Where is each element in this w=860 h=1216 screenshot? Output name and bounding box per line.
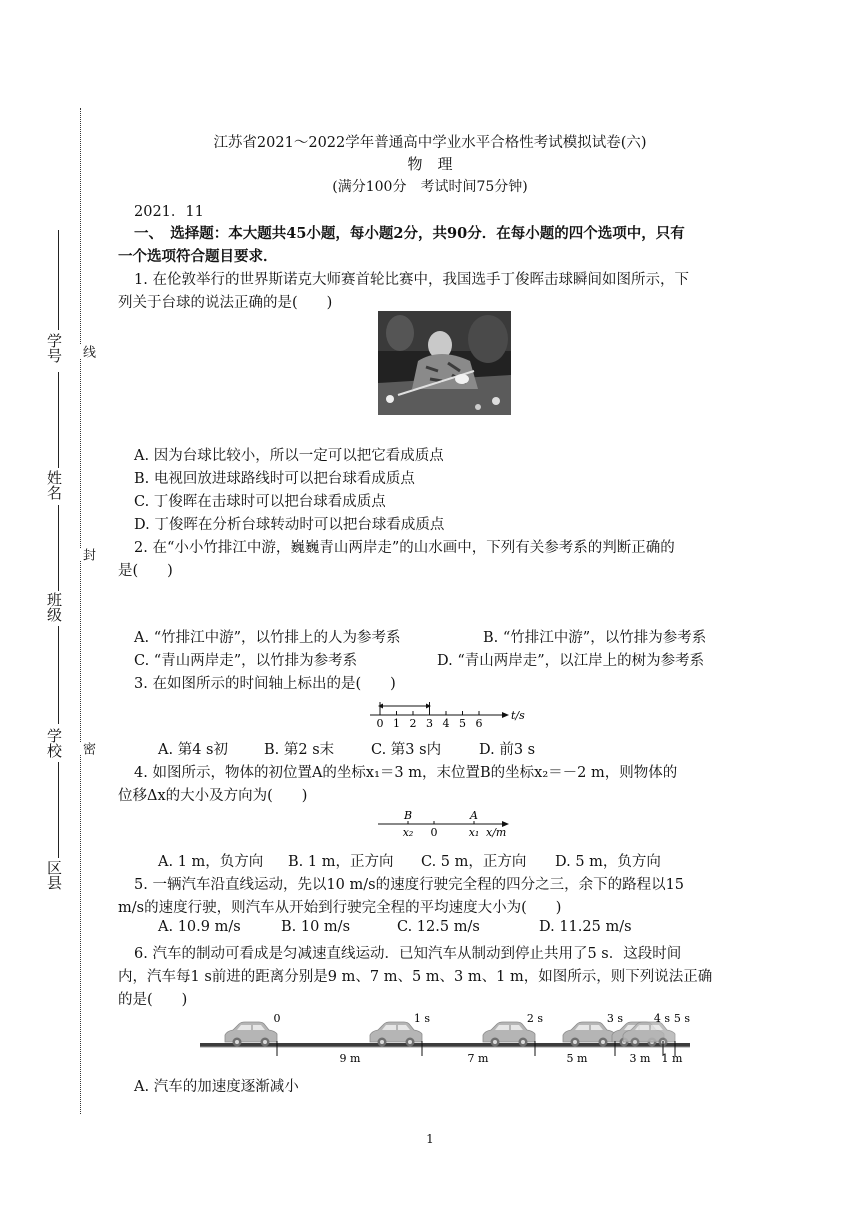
q2-option-d: D. “青山两岸走”，以江岸上的树为参考系	[437, 653, 705, 669]
car-t1	[370, 1022, 422, 1047]
time-label-0: 0	[273, 1012, 281, 1025]
time-label-1: 1 s	[413, 1012, 431, 1025]
q5-option-c: C. 12.5 m/s	[397, 919, 480, 935]
point-b-label: B	[403, 809, 413, 822]
time-label-3: 3 s	[606, 1012, 624, 1025]
q5-stem-line1: 5. 一辆汽车沿直线运动，先以10 m/s的速度行驶完全程的四分之三，余下的路程以15	[134, 877, 685, 893]
tick-label-6: 6	[475, 717, 483, 730]
time-label-5: 5 s	[673, 1012, 691, 1025]
section-heading-line2: 一个选项符合题目要求．	[118, 248, 278, 265]
exam-title: 江苏省2021～2022学年普通高中学业水平合格性考试模拟试卷(六)	[213, 135, 647, 151]
tick-label-5: 5	[459, 717, 466, 730]
district-label: 区县	[45, 860, 63, 890]
x1-label: x₁	[468, 826, 480, 839]
q1-option-c: C. 丁俊晖在击球时可以把台球看成质点	[134, 494, 386, 510]
q1-stem-line2: 列关于台球的说法正确的是( )	[118, 295, 333, 311]
position-axis-figure	[374, 808, 524, 842]
tick-label-3: 3	[426, 717, 433, 730]
q1-option-a: A. 因为台球比较小，所以一定可以把它看成质点	[134, 448, 444, 464]
q4-option-d: D. 5 m，负方向	[555, 854, 661, 870]
q4-option-b: B. 1 m，正方向	[288, 854, 394, 870]
distance-label-1: 9 m	[339, 1052, 361, 1065]
distance-label-5: 1 m	[661, 1052, 683, 1065]
car-t3	[563, 1022, 615, 1047]
q6-stem-line1: 6. 汽车的制动可看成是匀减速直线运动．已知汽车从制动到停止共用了5 s．这段时间	[134, 946, 682, 962]
q1-option-d: D. 丁俊晖在分析台球转动时可以把台球看成质点	[134, 517, 445, 533]
distance-label-4: 3 m	[629, 1052, 651, 1065]
q3-option-c: C. 第3 s内	[371, 742, 442, 758]
point-a-label: A	[470, 809, 478, 822]
seal-char-line: 线	[80, 345, 95, 358]
q2-stem-line2: 是( )	[118, 563, 173, 579]
name-label: 姓名	[45, 470, 63, 500]
school-label: 学校	[45, 728, 63, 758]
section-heading-line1: 一、 选择题：本大题共45小题，每小题2分，共90分．在每小题的四个选项中，只有	[134, 225, 685, 242]
subject-title: 物 理	[407, 155, 453, 173]
q5-option-d: D. 11.25 m/s	[539, 919, 632, 935]
seal-char-seal: 封	[80, 548, 95, 561]
q6-option-a: A. 汽车的加速度逐渐减小	[134, 1079, 299, 1095]
braking-car-figure	[195, 1008, 695, 1068]
time-label-2: 2 s	[526, 1012, 544, 1025]
zero-label: 0	[430, 826, 438, 839]
snooker-player-photo	[378, 311, 511, 415]
q6-stem-line2: 内，汽车每1 s前进的距离分别是9 m、7 m、5 m、3 m、1 m，如图所示，则下列说法正确	[118, 969, 713, 985]
q5-option-b: B. 10 m/s	[281, 919, 351, 935]
district-field-line	[58, 762, 59, 858]
tick-label-2: 2	[409, 717, 417, 730]
tick-label-0: 0	[376, 717, 384, 730]
q5-option-a: A. 10.9 m/s	[158, 919, 241, 935]
time-label-4: 4 s	[653, 1012, 671, 1025]
q3-stem: 3. 在如图所示的时间轴上标出的是( )	[134, 676, 396, 692]
car-t2	[483, 1022, 535, 1047]
school-field-line	[58, 626, 59, 724]
axis-unit: t/s	[511, 709, 525, 722]
q2-stem-line1: 2. 在“小小竹排江中游，巍巍青山两岸走”的山水画中，下列有关参考系的判断正确的	[134, 540, 675, 556]
q4-option-c: C. 5 m，正方向	[421, 854, 527, 870]
x2-label: x₂	[402, 826, 414, 839]
time-axis-figure	[366, 698, 526, 730]
exam-info: (满分100分 考试时间75分钟)	[332, 179, 528, 195]
q3-option-a: A. 第4 s初	[158, 742, 228, 758]
distance-label-3: 5 m	[566, 1052, 588, 1065]
exam-date: 2021．11	[134, 204, 204, 220]
car-t0	[225, 1022, 277, 1047]
tick-label-4: 4	[442, 717, 450, 730]
q2-option-a: A. “竹排江中游”，以竹排上的人为参考系	[134, 630, 401, 646]
q4-option-a: A. 1 m，负方向	[158, 854, 264, 870]
q6-stem-line3: 的是( )	[118, 992, 188, 1008]
q4-stem-line1: 4. 如图所示，物体的初位置A的坐标x₁＝3 m，末位置B的坐标x₂＝－2 m，则物体的	[134, 765, 678, 781]
name-field-line	[58, 372, 59, 468]
page-number: 1	[426, 1132, 434, 1146]
distance-label-2: 7 m	[467, 1052, 489, 1065]
q1-option-b: B. 电视回放进球路线时可以把台球看成质点	[134, 471, 415, 487]
q3-option-b: B. 第2 s末	[264, 742, 335, 758]
tick-label-1: 1	[393, 717, 400, 730]
axis-unit: x/m	[486, 826, 507, 839]
q1-stem-line1: 1. 在伦敦举行的世界斯诺克大师赛首轮比赛中，我国选手丁俊晖击球瞬间如图所示，下	[134, 272, 689, 288]
binding-dotted-line	[80, 108, 81, 1114]
q4-stem-line2: 位移Δx的大小及方向为( )	[118, 788, 308, 804]
q3-option-d: D. 前3 s	[479, 742, 536, 758]
q2-option-c: C. “青山两岸走”，以竹排为参考系	[134, 653, 358, 669]
student-id-label: 学号	[45, 333, 63, 363]
q5-stem-line2: m/s的速度行驶，则汽车从开始到行驶完全程的平均速度大小为( )	[118, 900, 562, 916]
seal-char-secret: 密	[80, 742, 95, 755]
q2-option-b: B. “竹排江中游”，以竹排为参考系	[483, 630, 707, 646]
class-label: 班级	[45, 592, 63, 622]
student-id-field-line	[58, 230, 59, 330]
class-field-line	[58, 505, 59, 591]
